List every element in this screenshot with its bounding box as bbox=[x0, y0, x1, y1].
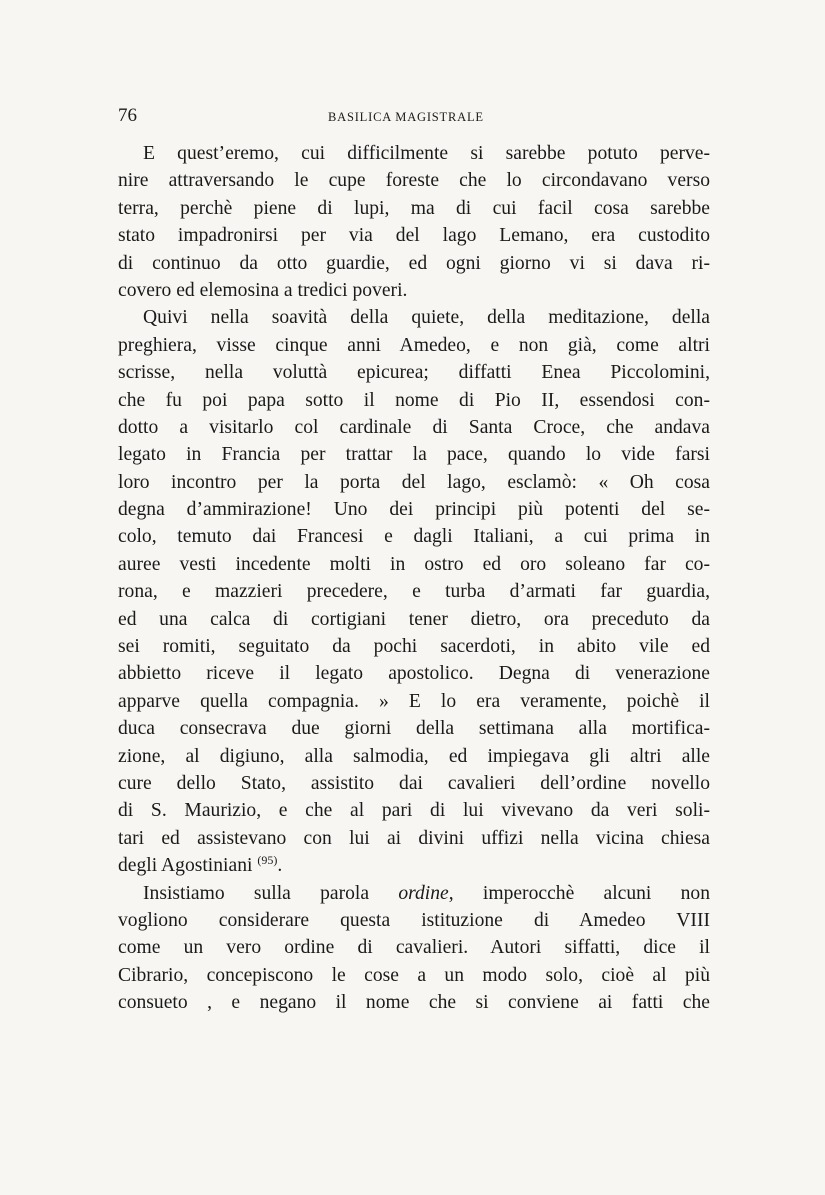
text-line: consueto , e negano il nome che si conviene ai fatti che bbox=[118, 992, 710, 1014]
text-line: colo, temuto dai Francesi e dagli Italiani, a cui prima in bbox=[118, 526, 710, 548]
running-title: BASILICA MAGISTRALE bbox=[328, 110, 484, 124]
text-line: loro incontro per la porta del lago, esclamò: « Oh cosa bbox=[118, 471, 710, 493]
text-line: nire attraversando le cupe foreste che lo circondavano verso bbox=[118, 170, 710, 192]
text-line: rona, e mazzieri precedere, e turba d’armati far guardia, bbox=[118, 581, 710, 603]
page-header bbox=[118, 105, 710, 127]
text-line: che fu poi papa sotto il nome di Pio II, essendosi con- bbox=[118, 389, 710, 411]
italic-word: ordine bbox=[398, 882, 449, 904]
text-line: abbietto riceve il legato apostolico. Degna di venerazione bbox=[118, 663, 710, 685]
line-text: . bbox=[277, 855, 283, 877]
text-line-with-italic bbox=[118, 880, 710, 907]
text-line: E quest’eremo, cui difficilmente si sarebbe potuto perve- bbox=[143, 143, 710, 164]
text-line: scrisse, nella voluttà epicurea; diffatti Enea Piccolomini, bbox=[118, 362, 710, 384]
page-number: 76 bbox=[118, 105, 137, 126]
text-line: stato impadronirsi per via del lago Lemano, era custodito bbox=[118, 225, 710, 247]
footnote-reference: (95) bbox=[257, 853, 278, 868]
text-line: legato in Francia per trattar la pace, quando lo vide farsi bbox=[118, 444, 710, 466]
line-text: , imperocchè alcuni non bbox=[448, 882, 711, 904]
text-line: auree vesti incedente molti in ostro ed oro soleano far co- bbox=[118, 553, 710, 575]
text-line: cure dello Stato, assistito dai cavalieri dell’ordine novello bbox=[118, 772, 710, 794]
text-line: degna d’ammirazione! Uno dei principi più potenti del se- bbox=[118, 499, 710, 521]
text-line: sei romiti, seguitato da pochi sacerdoti, in abito vile ed bbox=[118, 636, 710, 658]
text-line: Cibrario, concepiscono le cose a un modo solo, cioè al più bbox=[118, 964, 710, 986]
text-line: Quivi nella soavità della quiete, della meditazione, della bbox=[143, 307, 710, 329]
text-line: ed una calca di cortigiani tener dietro, ora preceduto da bbox=[118, 608, 710, 630]
text-line: di continuo da otto guardie, ed ogni giorno vi si dava ri- bbox=[118, 252, 710, 274]
text-line: tari ed assistevano con lui ai divini uffizi nella vicina chiesa bbox=[118, 827, 710, 849]
line-text: Insistiamo sulla parola bbox=[143, 882, 399, 904]
body-text bbox=[118, 140, 710, 1017]
text-line: covero ed elemosina a tredici poveri. bbox=[118, 279, 408, 301]
text-line: apparve quella compagnia. » E lo era veramente, poichè il bbox=[118, 690, 710, 712]
line-text: degli Agostiniani bbox=[118, 855, 258, 877]
text-line: dotto a visitarlo col cardinale di Santa Croce, che andava bbox=[118, 416, 710, 438]
text-line: zione, al digiuno, alla salmodia, ed impiegava gli altri alle bbox=[118, 745, 710, 767]
text-line: duca consecrava due giorni della settimana alla mortifica- bbox=[118, 718, 710, 740]
text-line: terra, perchè piene di lupi, ma di cui facil cosa sarebbe bbox=[118, 197, 710, 219]
text-line: preghiera, visse cinque anni Amedeo, e non già, come altri bbox=[118, 334, 710, 356]
text-line: vogliono considerare questa istituzione di Amedeo VIII bbox=[118, 909, 710, 931]
text-line: di S. Maurizio, e che al pari di lui vivevano da veri soli- bbox=[118, 800, 710, 822]
text-line: come un vero ordine di cavalieri. Autori siffatti, dice il bbox=[118, 937, 710, 959]
text-line-with-footnote bbox=[118, 852, 710, 879]
